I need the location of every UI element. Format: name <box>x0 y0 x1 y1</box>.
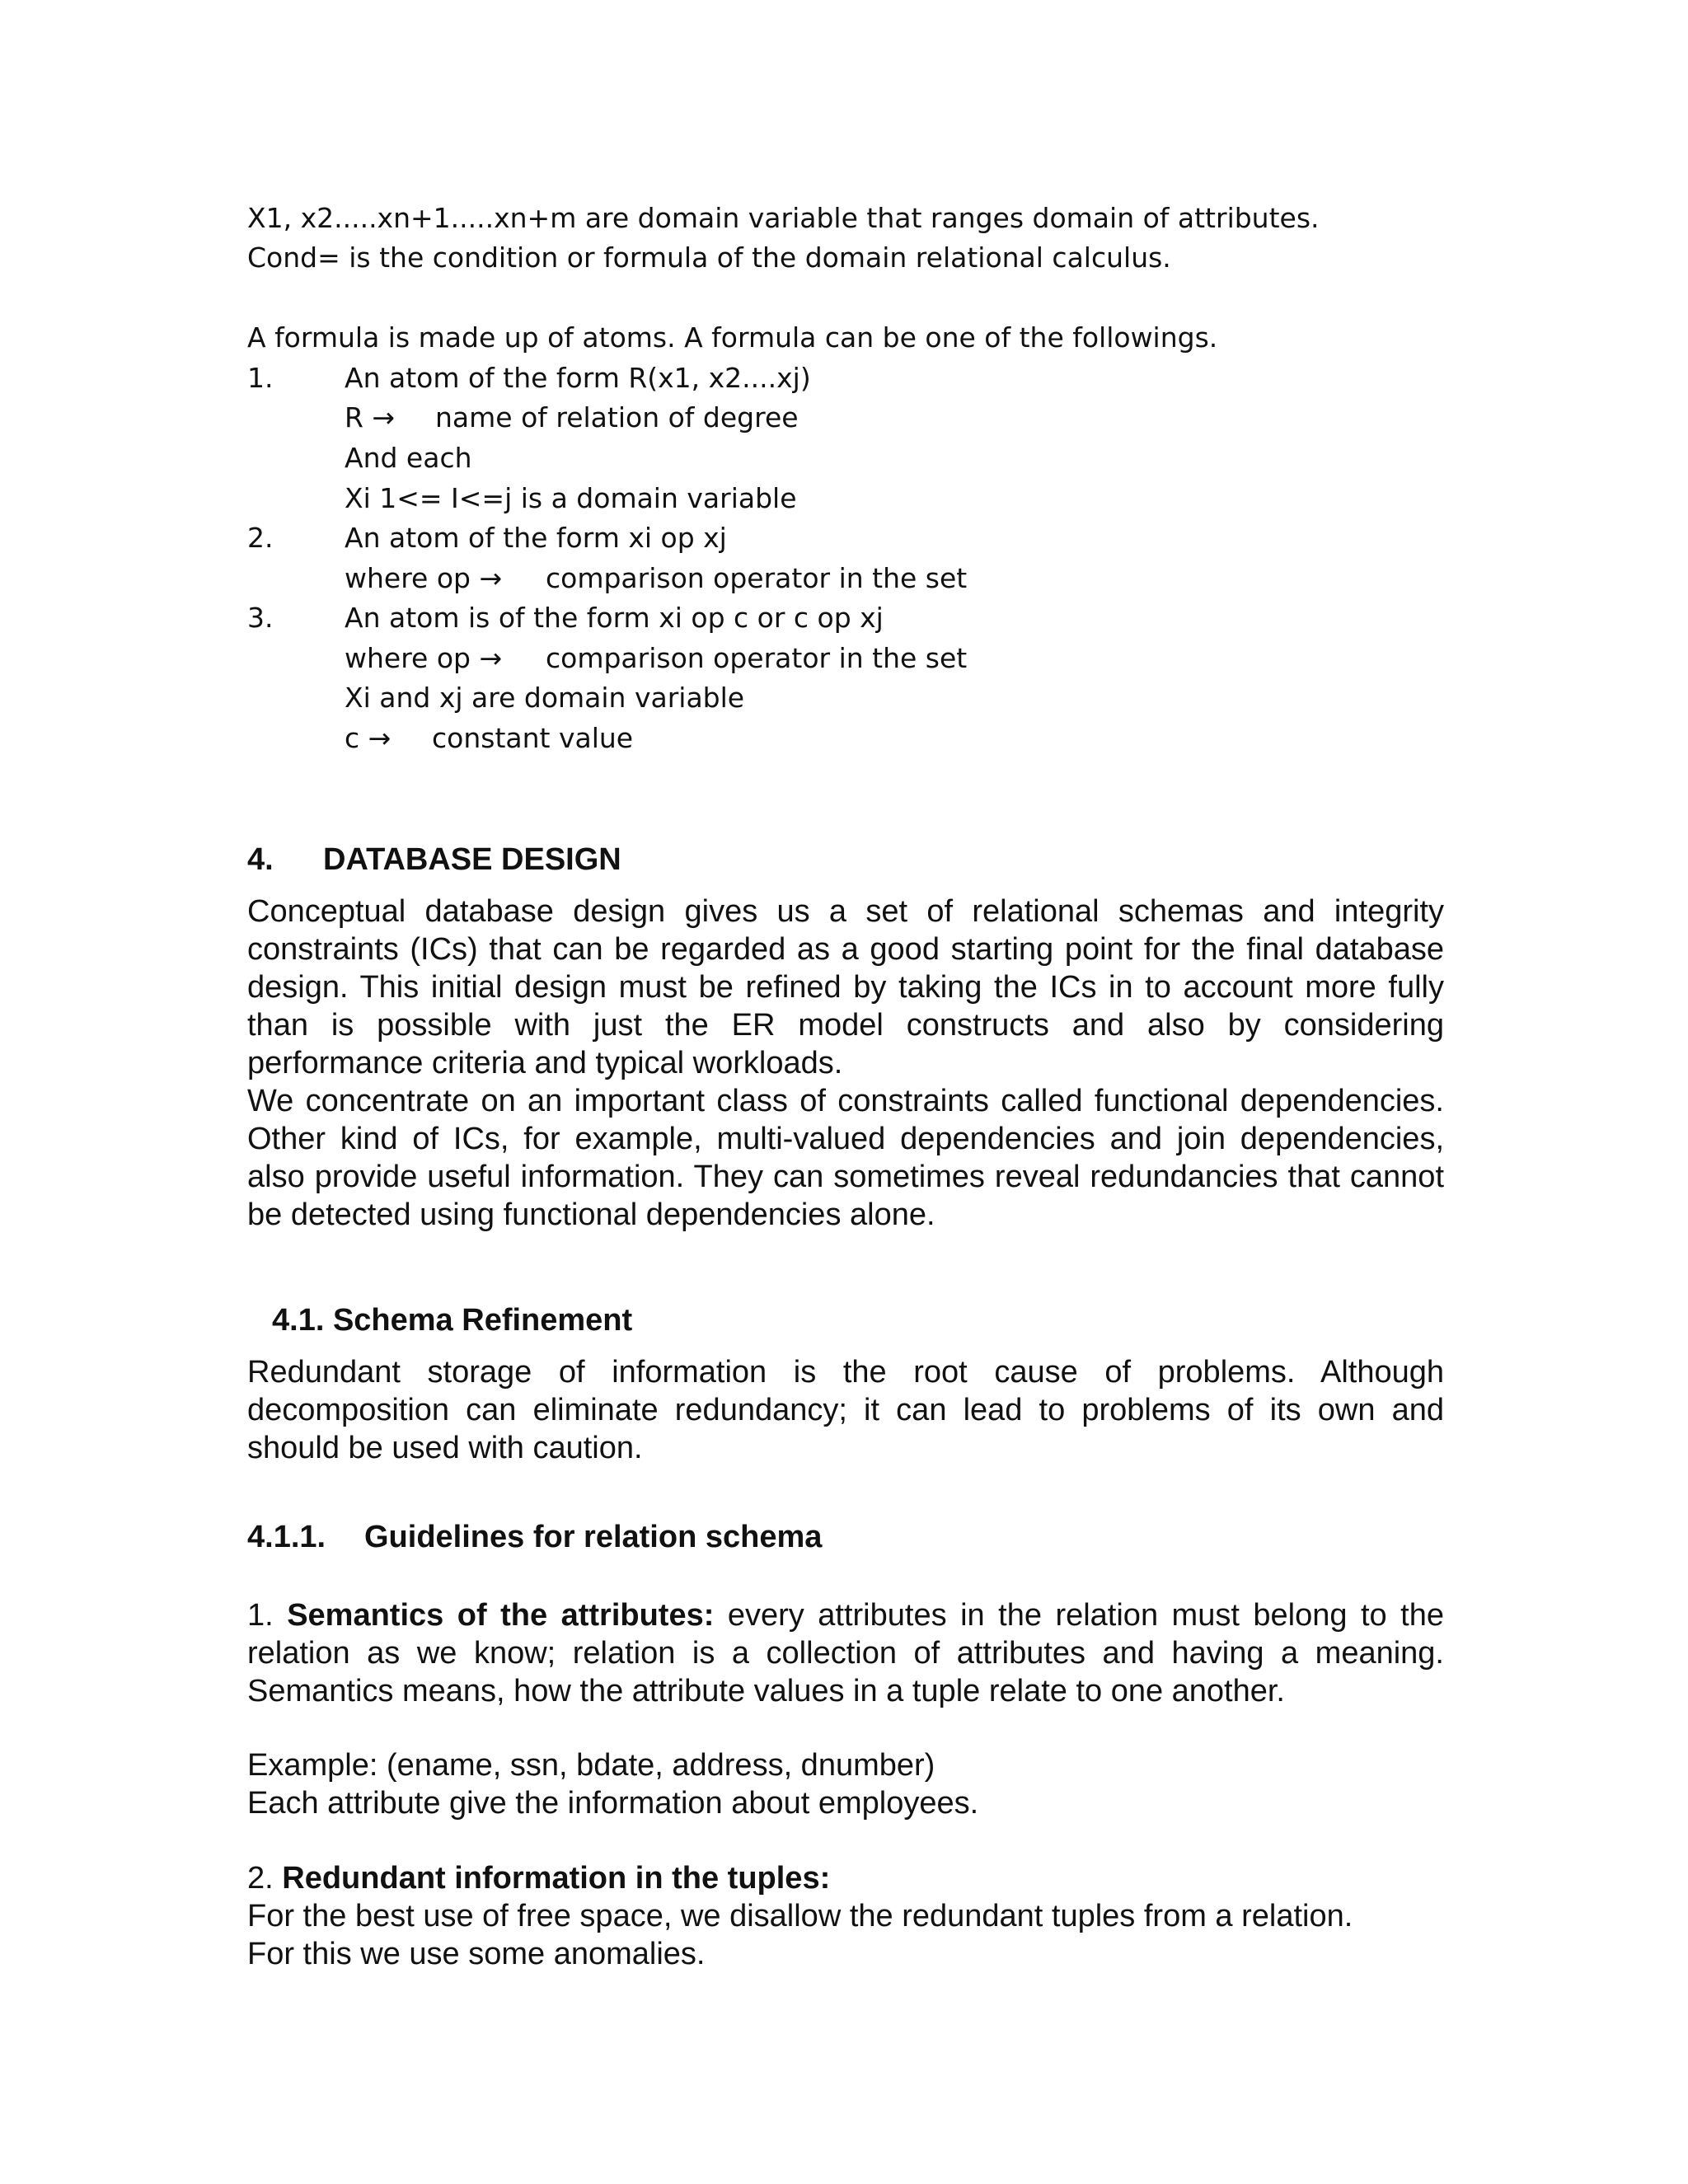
guideline-1-number: 1. <box>247 1598 274 1633</box>
guideline-2-text-line-1: For the best use of free space, we disallow the redundant tuples from a relation. <box>247 1899 1353 1933</box>
guideline-1-example: Example: (ename, ssn, bdate, address, dnumber) <box>247 1748 935 1783</box>
section-4-number: 4. <box>247 842 274 877</box>
section-4-1-paragraph: Redundant storage of information is the root cause of problems. Although decomposition can eliminate redundancy; it can lead to problems of its own and should be used with caution. <box>247 1355 1444 1465</box>
atom-3-xi-xj-line: Xi and xj are domain variable <box>345 682 745 714</box>
guideline-2-heading-line <box>247 1863 830 1894</box>
section-4-1-1-title: Guidelines for relation schema <box>364 1520 823 1554</box>
guideline-1-text: every attributes in the relation must belong to the relation as we know; relation is a collection of attributes and having a meaning. Semantics means, how the attribute values in a tuple relate to one another. <box>247 1598 1444 1708</box>
atom-1-xi-line: Xi 1<= I<=j is a domain variable <box>345 482 797 514</box>
atom-1-text: An atom of the form R(x1, x2....xj) <box>345 362 811 394</box>
section-4-1-1-number: 4.1.1. <box>247 1520 326 1554</box>
condition-line: Cond= is the condition or formula of the domain relational calculus. <box>247 241 1171 274</box>
atom-2-where-arrow: where op → <box>345 562 503 594</box>
domain-variables-line: X1, x2.....xn+1.....xn+m are domain variable that ranges domain of attributes. <box>247 202 1320 234</box>
guideline-2-heading: Redundant information in the tuples: <box>282 1861 831 1896</box>
section-4-title: DATABASE DESIGN <box>323 842 621 877</box>
atom-1-r-arrow: R → <box>345 401 396 434</box>
atom-3-c-description: constant value <box>432 722 634 754</box>
atom-3-where-arrow: where op → <box>345 642 503 674</box>
atom-2-text: An atom of the form xi op xj <box>345 522 727 554</box>
section-4-paragraph-1: Conceptual database design gives us a set of relational schemas and integrity constraints (ICs) that can be regarded as a good starting point for the final database design. This initial design must be refined by taking the ICs in to account more fully than is possible with just the ER model constructs and also by considering performance criteria and typical workloads. <box>247 894 1444 1080</box>
atom-3-text: An atom is of the form xi op c or c op xj <box>345 602 884 634</box>
atom-3-c-arrow: c → <box>345 722 392 754</box>
guideline-1-paragraph <box>247 1596 1444 1710</box>
section-4-paragraph-2: We concentrate on an important class of constraints called functional dependencies. Other kind of ICs, for example, multi-valued dependencies and join dependencies, also provide useful information. They can sometimes reveal redundancies that cannot be detected using functional dependencies alone. <box>247 1084 1444 1232</box>
atom-2-number: 2. <box>247 522 274 554</box>
guideline-2-number: 2. <box>247 1861 274 1896</box>
guideline-2-text-line-2: For this we use some anomalies. <box>247 1937 706 1971</box>
atom-3-where-description: comparison operator in the set <box>546 642 968 674</box>
guideline-1-heading: Semantics of the attributes: <box>287 1598 715 1633</box>
section-4-1-title: 4.1. Schema Refinement <box>272 1303 633 1338</box>
atom-1-r-description: name of relation of degree <box>435 401 799 434</box>
atom-2-where-description: comparison operator in the set <box>546 562 968 594</box>
atom-3-number: 3. <box>247 602 274 634</box>
atom-1-number: 1. <box>247 362 274 394</box>
formula-intro-line: A formula is made up of atoms. A formula can be one of the followings. <box>247 321 1218 354</box>
guideline-1-each-attribute: Each attribute give the information about employees. <box>247 1786 979 1821</box>
atom-1-and-each: And each <box>345 442 472 474</box>
